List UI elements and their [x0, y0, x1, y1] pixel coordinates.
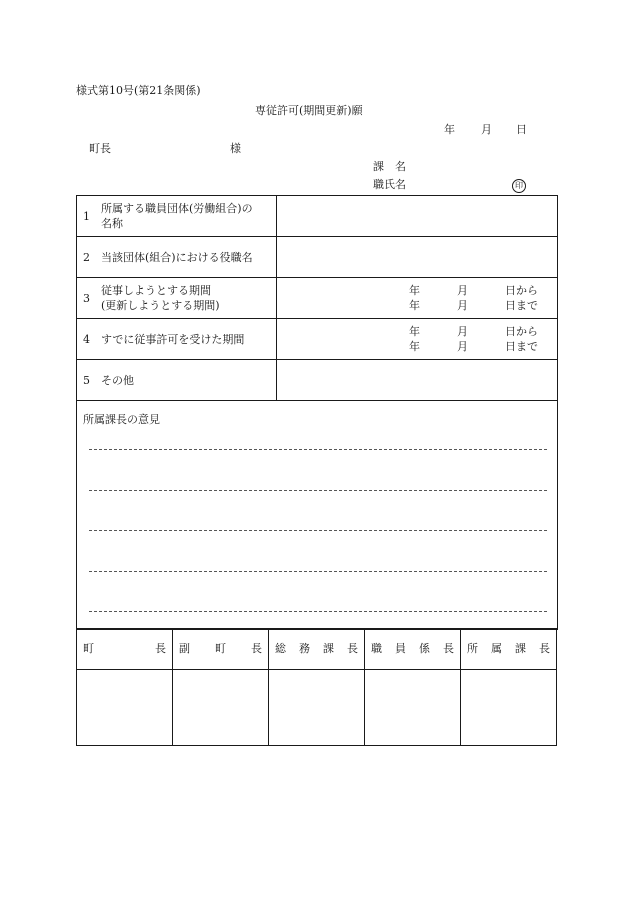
approval-title-staff-section-chief	[365, 629, 461, 670]
approval-table	[76, 628, 557, 746]
approval-char: 務	[299, 642, 310, 655]
approval-char: 町	[215, 642, 226, 655]
item-number: 2	[83, 250, 90, 264]
approval-char: 総	[275, 642, 286, 655]
approval-char: 長	[443, 642, 454, 655]
opinion-write-line	[89, 530, 547, 531]
period-to-row	[409, 298, 557, 313]
item-label-5	[77, 360, 277, 401]
stamp-box-deputy-town-head[interactable]	[173, 670, 269, 746]
approval-title-deputy-town-head	[173, 629, 269, 670]
period-year: 年	[409, 284, 420, 297]
item-label-4	[77, 319, 277, 360]
approval-char: 町	[83, 642, 94, 655]
approval-char: 所	[467, 642, 478, 655]
stamp-box-staff-section-chief[interactable]	[365, 670, 461, 746]
stamp-box-department-chief[interactable]	[461, 670, 557, 746]
item-number: 4	[83, 332, 90, 346]
other-field[interactable]	[277, 360, 558, 401]
item-text-line: (更新しようとする期間)	[101, 299, 220, 312]
period-day: 日から	[505, 325, 538, 338]
application-table	[76, 195, 558, 630]
stamp-box-town-head[interactable]	[77, 670, 173, 746]
period-month: 月	[457, 299, 468, 312]
item-label-1	[77, 196, 277, 237]
approval-title-row	[77, 629, 557, 670]
item-text-line: 所属する職員団体(労働組合)の	[101, 202, 253, 215]
approval-char: 長	[539, 642, 550, 655]
union-name-field[interactable]	[277, 196, 558, 237]
period-year: 年	[409, 299, 420, 312]
item-number: 5	[83, 373, 90, 387]
approval-title-general-affairs-chief	[269, 629, 365, 670]
approval-char: 員	[395, 642, 406, 655]
opinion-write-line	[89, 490, 547, 491]
item-text-line: 従事しようとする期間	[101, 284, 211, 297]
approval-char: 長	[347, 642, 358, 655]
item-label-3	[77, 278, 277, 319]
period-month: 月	[457, 284, 468, 297]
item-number: 3	[83, 291, 90, 305]
opinion-row	[77, 401, 558, 630]
opinion-write-line	[89, 571, 547, 572]
title-name-label: 職氏名	[373, 178, 406, 191]
opinion-field[interactable]	[77, 401, 558, 630]
period-year: 年	[409, 340, 420, 353]
item-label-2	[77, 237, 277, 278]
approval-char: 係	[419, 642, 430, 655]
period-from-row	[409, 283, 557, 298]
approval-title-department-chief	[461, 629, 557, 670]
period-to-row	[409, 339, 557, 354]
date-day-label: 日	[516, 123, 527, 136]
item-row-1	[77, 196, 558, 237]
approval-char: 課	[323, 642, 334, 655]
opinion-write-line	[89, 611, 547, 612]
date-year-label: 年	[444, 123, 455, 136]
stamp-box-general-affairs-chief[interactable]	[269, 670, 365, 746]
position-field[interactable]	[277, 237, 558, 278]
approval-char: 副	[179, 642, 190, 655]
approval-char: 属	[491, 642, 502, 655]
prior-permission-period-field[interactable]	[277, 319, 558, 360]
approval-char: 職	[371, 642, 382, 655]
item-row-2	[77, 237, 558, 278]
period-month: 月	[457, 325, 468, 338]
item-row-5	[77, 360, 558, 401]
item-row-3	[77, 278, 558, 319]
opinion-label: 所属課長の意見	[83, 413, 160, 426]
date-month-label: 月	[481, 123, 492, 136]
period-year: 年	[409, 325, 420, 338]
approval-title-town-head	[77, 629, 173, 670]
approval-char: 長	[155, 642, 166, 655]
section-name-label: 課 名	[373, 160, 406, 173]
period-month: 月	[457, 340, 468, 353]
period-day: 日まで	[505, 340, 538, 353]
opinion-write-line	[89, 449, 547, 450]
addressee-honorific: 様	[230, 142, 241, 155]
item-text-line: 名称	[101, 217, 123, 230]
item-number: 1	[83, 209, 90, 223]
item-text-line: すでに従事許可を受けた期間	[101, 332, 245, 346]
item-row-4	[77, 319, 558, 360]
item-text-line: その他	[101, 373, 134, 387]
period-from-row	[409, 324, 557, 339]
period-day: 日から	[505, 284, 538, 297]
addressee-town-head: 町長	[89, 142, 111, 155]
form-number: 様式第10号(第21条関係)	[76, 84, 201, 97]
period-day: 日まで	[505, 299, 538, 312]
seal-mark: 印	[512, 179, 526, 193]
approval-char: 長	[251, 642, 262, 655]
approval-stamp-row	[77, 670, 557, 746]
item-text-line: 当該団体(組合)における役職名	[101, 250, 253, 264]
approval-char: 課	[515, 642, 526, 655]
engagement-period-field[interactable]	[277, 278, 558, 319]
form-title: 専従許可(期間更新)願	[255, 104, 363, 117]
